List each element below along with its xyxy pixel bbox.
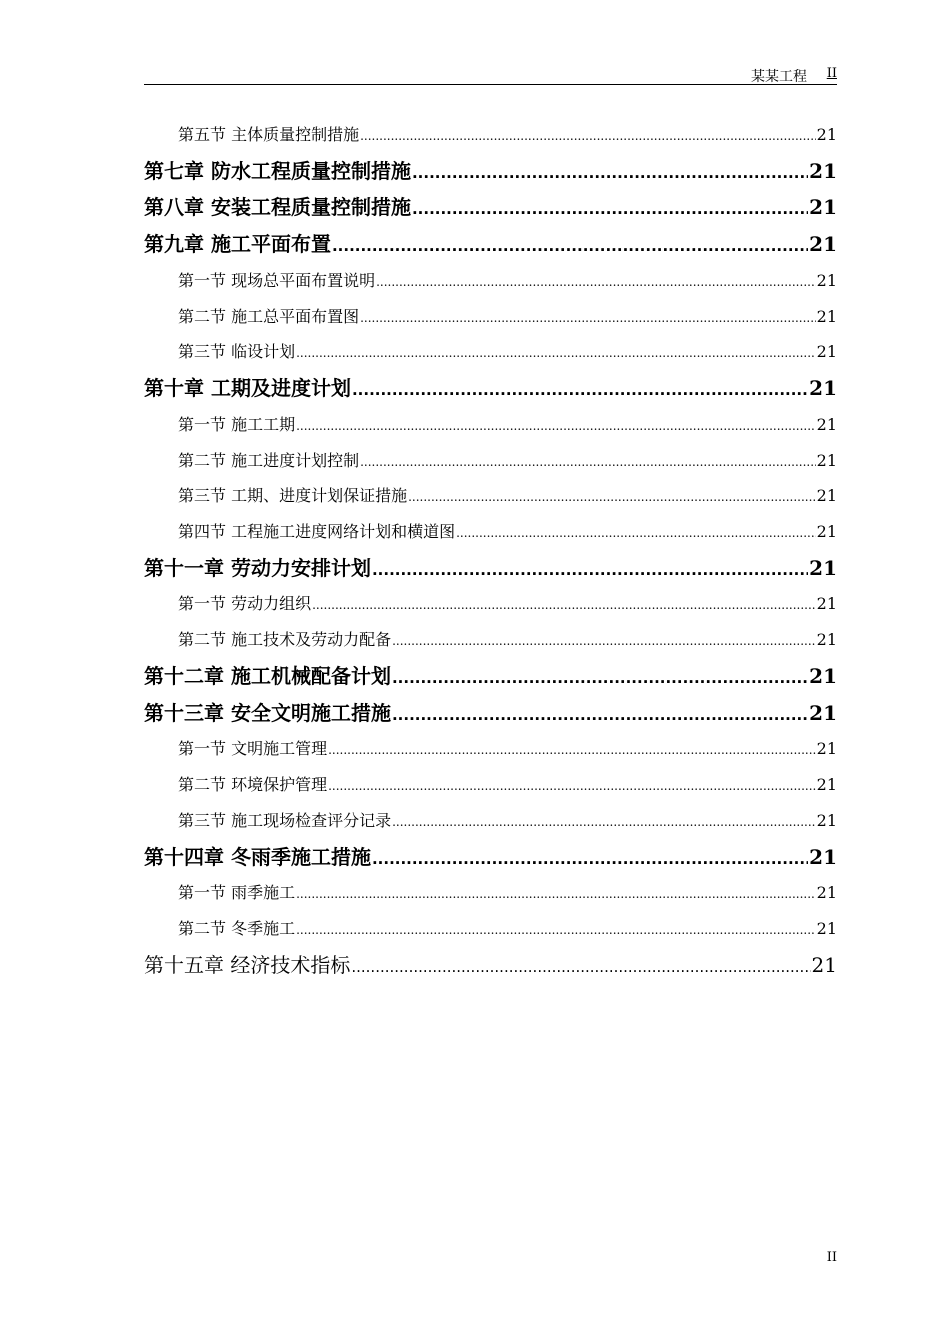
toc-entry-title: 第十三章 安全文明施工措施 [144, 700, 391, 725]
toc-entry-title: 第二节 环境保护管理 [178, 775, 328, 795]
toc-dot-leader [392, 622, 816, 660]
toc-chapter-entry[interactable] [144, 153, 837, 190]
toc-dot-leader [372, 550, 808, 589]
toc-section-entry[interactable] [144, 263, 837, 299]
toc-entry-page: 21 [809, 663, 837, 688]
toc-chapter-entry[interactable] [144, 839, 837, 876]
toc-entry-title: 第七章 防水工程质量控制措施 [144, 158, 411, 183]
toc-entry-page: 21 [816, 342, 837, 362]
toc-section-entry[interactable] [144, 299, 837, 335]
toc-dot-leader [296, 334, 816, 372]
toc-entry-title: 第三节 施工现场检查评分记录 [178, 810, 392, 830]
toc-dot-leader [352, 370, 808, 409]
toc-entry-page: 21 [816, 810, 837, 830]
toc-section-entry[interactable] [144, 117, 837, 153]
toc-entry-page: 21 [816, 306, 837, 326]
toc-entry-title: 第十四章 冬雨季施工措施 [144, 844, 371, 869]
toc-dot-leader [351, 947, 810, 986]
toc-entry-page: 21 [816, 125, 837, 144]
toc-entry-title: 第三节 临设计划 [178, 342, 296, 362]
toc-dot-leader [376, 263, 816, 301]
toc-dot-leader [392, 803, 816, 841]
toc-entry-page: 21 [809, 376, 837, 401]
toc-entry-page: 21 [816, 883, 837, 903]
toc-dot-leader [332, 226, 808, 265]
toc-entry-title: 第一节 雨季施工 [178, 883, 296, 903]
toc-section-entry[interactable] [144, 911, 837, 947]
toc-entry-title: 第十二章 施工机械配备计划 [144, 663, 391, 688]
toc-entry-title: 第十一章 劳动力安排计划 [144, 555, 371, 580]
toc-entry-page: 21 [811, 952, 837, 977]
toc-entry-title: 第一节 文明施工管理 [178, 739, 328, 759]
toc-entry-title: 第二节 施工技术及劳动力配备 [178, 630, 392, 650]
toc-chapter-entry[interactable] [144, 947, 837, 984]
toc-entry-page: 21 [816, 739, 837, 759]
toc-dot-leader [372, 839, 808, 878]
toc-entry-page: 21 [816, 486, 837, 506]
toc-dot-leader [328, 767, 816, 805]
toc-entry-page: 21 [816, 271, 837, 291]
toc-entry-page: 21 [816, 450, 837, 470]
toc-dot-leader [392, 658, 808, 697]
toc-section-entry[interactable] [144, 514, 837, 550]
toc-entry-title: 第二节 施工总平面布置图 [178, 306, 360, 326]
page-header [144, 64, 837, 85]
footer-page-number: II [826, 1250, 837, 1265]
toc-chapter-entry[interactable] [144, 370, 837, 407]
toc-dot-leader [312, 586, 816, 624]
toc-chapter-entry[interactable] [144, 226, 837, 263]
toc-section-entry[interactable] [144, 767, 837, 803]
toc-dot-leader [392, 695, 808, 734]
toc-entry-title: 第五节 主体质量控制措施 [178, 125, 360, 144]
toc-entry-title: 第二节 冬季施工 [178, 919, 296, 938]
toc-section-entry[interactable] [144, 407, 837, 443]
toc-entry-page: 21 [816, 594, 837, 614]
toc-entry-page: 21 [809, 195, 837, 220]
toc-section-entry[interactable] [144, 875, 837, 911]
toc-entry-title: 第一节 施工工期 [178, 414, 296, 434]
toc-dot-leader [296, 407, 816, 445]
toc-chapter-entry[interactable] [144, 658, 837, 695]
toc-entry-title: 第九章 施工平面布置 [144, 232, 331, 257]
toc-dot-leader [296, 911, 816, 949]
toc-dot-leader [412, 189, 808, 228]
toc-entry-title: 第一节 劳动力组织 [178, 594, 312, 614]
header-title: 某某工程 [751, 69, 807, 85]
toc-dot-leader [408, 478, 816, 516]
toc-entry-title: 第二节 施工进度计划控制 [178, 450, 360, 470]
toc-entry-title: 第十五章 经济技术指标 [144, 952, 351, 977]
toc-dot-leader [360, 117, 816, 155]
toc-section-entry[interactable] [144, 803, 837, 839]
toc-dot-leader [360, 443, 816, 481]
toc-dot-leader [328, 731, 816, 769]
toc-entry-title: 第八章 安装工程质量控制措施 [144, 195, 411, 220]
toc-entry-page: 21 [816, 775, 837, 795]
toc-entry-page: 21 [809, 700, 837, 725]
toc-entry-title: 第十章 工期及进度计划 [144, 376, 351, 401]
header-page-number: II [826, 66, 837, 81]
toc-section-entry[interactable] [144, 334, 837, 370]
table-of-contents [144, 117, 837, 983]
toc-section-entry[interactable] [144, 586, 837, 622]
toc-entry-page: 21 [816, 522, 837, 541]
toc-section-entry[interactable] [144, 622, 837, 658]
toc-dot-leader [456, 514, 816, 552]
toc-section-entry[interactable] [144, 443, 837, 479]
toc-entry-title: 第三节 工期、进度计划保证措施 [178, 486, 408, 506]
toc-entry-title: 第一节 现场总平面布置说明 [178, 271, 376, 291]
toc-chapter-entry[interactable] [144, 695, 837, 732]
toc-section-entry[interactable] [144, 478, 837, 514]
toc-dot-leader [412, 153, 808, 192]
toc-section-entry[interactable] [144, 731, 837, 767]
toc-entry-page: 21 [816, 630, 837, 650]
toc-entry-page: 21 [816, 919, 837, 938]
toc-entry-page: 21 [809, 158, 837, 183]
toc-dot-leader [296, 875, 816, 913]
toc-dot-leader [360, 299, 816, 337]
toc-entry-page: 21 [809, 844, 837, 869]
toc-entry-title: 第四节 工程施工进度网络计划和横道图 [178, 522, 456, 541]
toc-entry-page: 21 [809, 555, 837, 580]
toc-chapter-entry[interactable] [144, 189, 837, 226]
toc-entry-page: 21 [809, 232, 837, 257]
toc-chapter-entry[interactable] [144, 550, 837, 587]
toc-entry-page: 21 [816, 414, 837, 434]
